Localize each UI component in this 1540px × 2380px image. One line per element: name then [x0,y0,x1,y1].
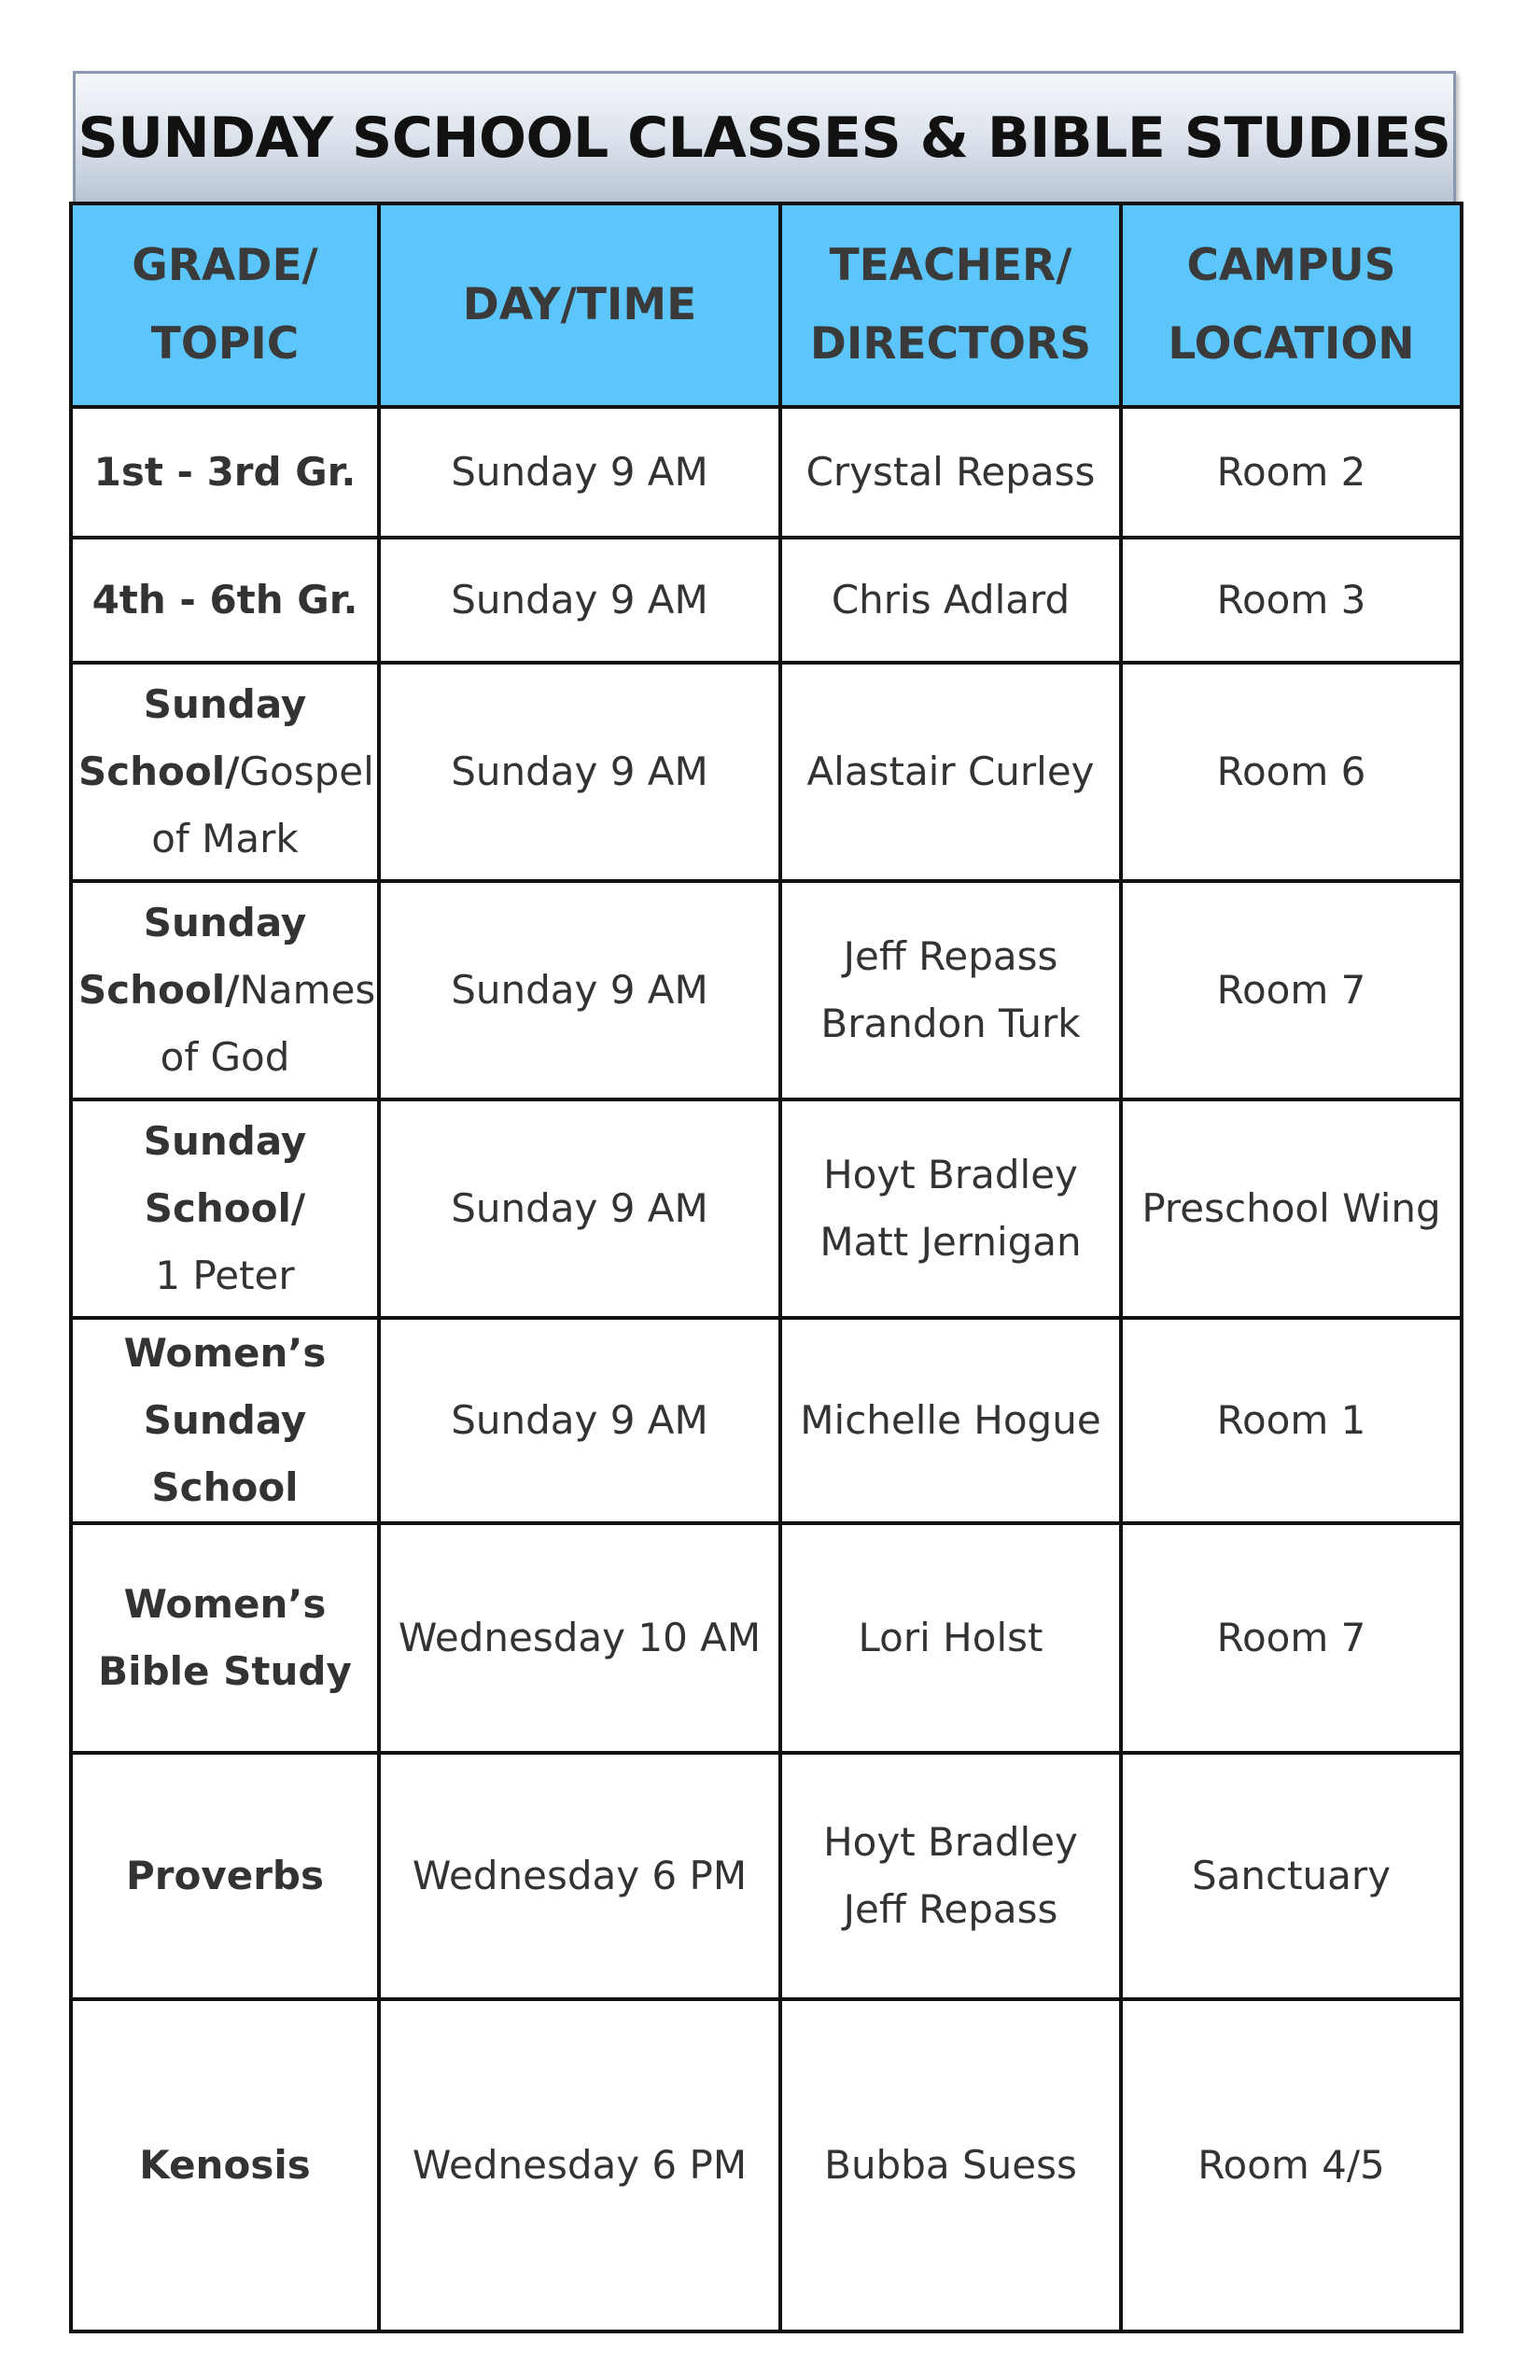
teacher-cell [780,1318,1121,1523]
teacher-cell [780,1523,1121,1753]
teacher-line: Hoyt Bradley [823,1152,1078,1197]
day-time-cell: Wednesday 6 PM [379,1753,780,1999]
day-time-cell: Wednesday 6 PM [379,1999,780,2331]
header-day-time [379,203,780,407]
teacher-line: Chris Adlard [831,577,1071,623]
day-time-cell: Sunday 9 AM [379,881,780,1099]
topic-bold-part: School/ [78,967,240,1013]
topic-line: School/ [144,1185,306,1231]
location-cell: Sanctuary [1121,1753,1462,1999]
page-title: SUNDAY SCHOOL CLASSES & BIBLE STUDIES [77,105,1451,171]
topic-line: Kenosis [139,2142,311,2188]
table-row [71,663,1462,881]
topic-line: of Mark [151,816,299,861]
location-cell: Room 7 [1121,881,1462,1099]
teacher-cell [780,1099,1121,1318]
teacher-line: Michelle Hogue [800,1397,1101,1443]
topic-line: Bible Study [98,1648,352,1694]
location-cell: Room 1 [1121,1318,1462,1523]
header-grade-topic [71,203,379,407]
topic-line: Sunday [143,1118,307,1164]
header-line: LOCATION [1168,318,1415,370]
teacher-cell [780,881,1121,1099]
topic-line: Sunday [143,900,307,945]
table-row [71,407,1462,538]
teacher-cell [780,407,1121,538]
table-row [71,538,1462,663]
location-cell: Room 7 [1121,1523,1462,1753]
topic-cell [71,663,379,881]
topic-cell [71,538,379,663]
teacher-line: Brandon Turk [820,1001,1081,1046]
topic-cell [71,881,379,1099]
topic-line: Women’s [123,1330,327,1376]
topic-cell [71,407,379,538]
topic-cell [71,1999,379,2331]
header-line: TEACHER/ [829,240,1072,291]
topic-line: Sunday [143,681,307,727]
teacher-line: Bubba Suess [824,2142,1077,2188]
teacher-line: Jeff Repass [843,933,1058,979]
location-cell: Room 3 [1121,538,1462,663]
teacher-line: Matt Jernigan [819,1219,1082,1265]
location-cell: Room 2 [1121,407,1462,538]
header-line: DAY/TIME [462,279,697,330]
teacher-cell [780,1999,1121,2331]
teacher-cell [780,663,1121,881]
topic-bold-part: School/ [78,749,240,794]
topic-line: of God [160,1034,290,1080]
day-time-cell: Sunday 9 AM [379,1318,780,1523]
table-row [71,1523,1462,1753]
table-row [71,881,1462,1099]
header-teacher-directors [780,203,1121,407]
topic-line: 4th - 6th Gr. [91,577,358,623]
teacher-line: Crystal Repass [805,449,1096,495]
teacher-line: Lori Holst [858,1615,1043,1660]
topic-plain-part: Gospel [239,749,374,794]
table-row [71,1099,1462,1318]
teacher-cell [780,538,1121,663]
topic-plain-part: Names [239,967,376,1013]
header-line: TOPIC [150,318,300,370]
header-line: DIRECTORS [809,318,1092,370]
table-row [71,1999,1462,2331]
location-cell: Room 4/5 [1121,1999,1462,2331]
topic-line: Proverbs [126,1853,324,1898]
teacher-cell [780,1753,1121,1999]
header-line: CAMPUS [1186,240,1396,291]
header-campus-location [1121,203,1462,407]
topic-line [78,957,376,1024]
day-time-cell: Sunday 9 AM [379,407,780,538]
table-row [71,1318,1462,1523]
table-row [71,1753,1462,1999]
topic-line: Sunday School [143,1397,307,1510]
teacher-line: Hoyt Bradley [823,1819,1078,1865]
topic-line: Women’s [123,1581,327,1627]
day-time-cell: Sunday 9 AM [379,538,780,663]
topic-line [78,738,374,805]
topic-cell [71,1099,379,1318]
topic-line: 1 Peter [155,1253,295,1298]
teacher-line: Alastair Curley [806,749,1095,794]
location-cell: Preschool Wing [1121,1099,1462,1318]
day-time-cell: Wednesday 10 AM [379,1523,780,1753]
day-time-cell: Sunday 9 AM [379,1099,780,1318]
day-time-cell: Sunday 9 AM [379,663,780,881]
header-line: GRADE/ [132,240,318,291]
header-row [71,203,1462,407]
topic-line: 1st - 3rd Gr. [93,449,357,495]
schedule-table [69,202,1463,2333]
topic-cell [71,1318,379,1523]
topic-cell [71,1753,379,1999]
topic-cell [71,1523,379,1753]
location-cell: Room 6 [1121,663,1462,881]
teacher-line: Jeff Repass [843,1886,1058,1932]
title-banner [73,71,1456,202]
